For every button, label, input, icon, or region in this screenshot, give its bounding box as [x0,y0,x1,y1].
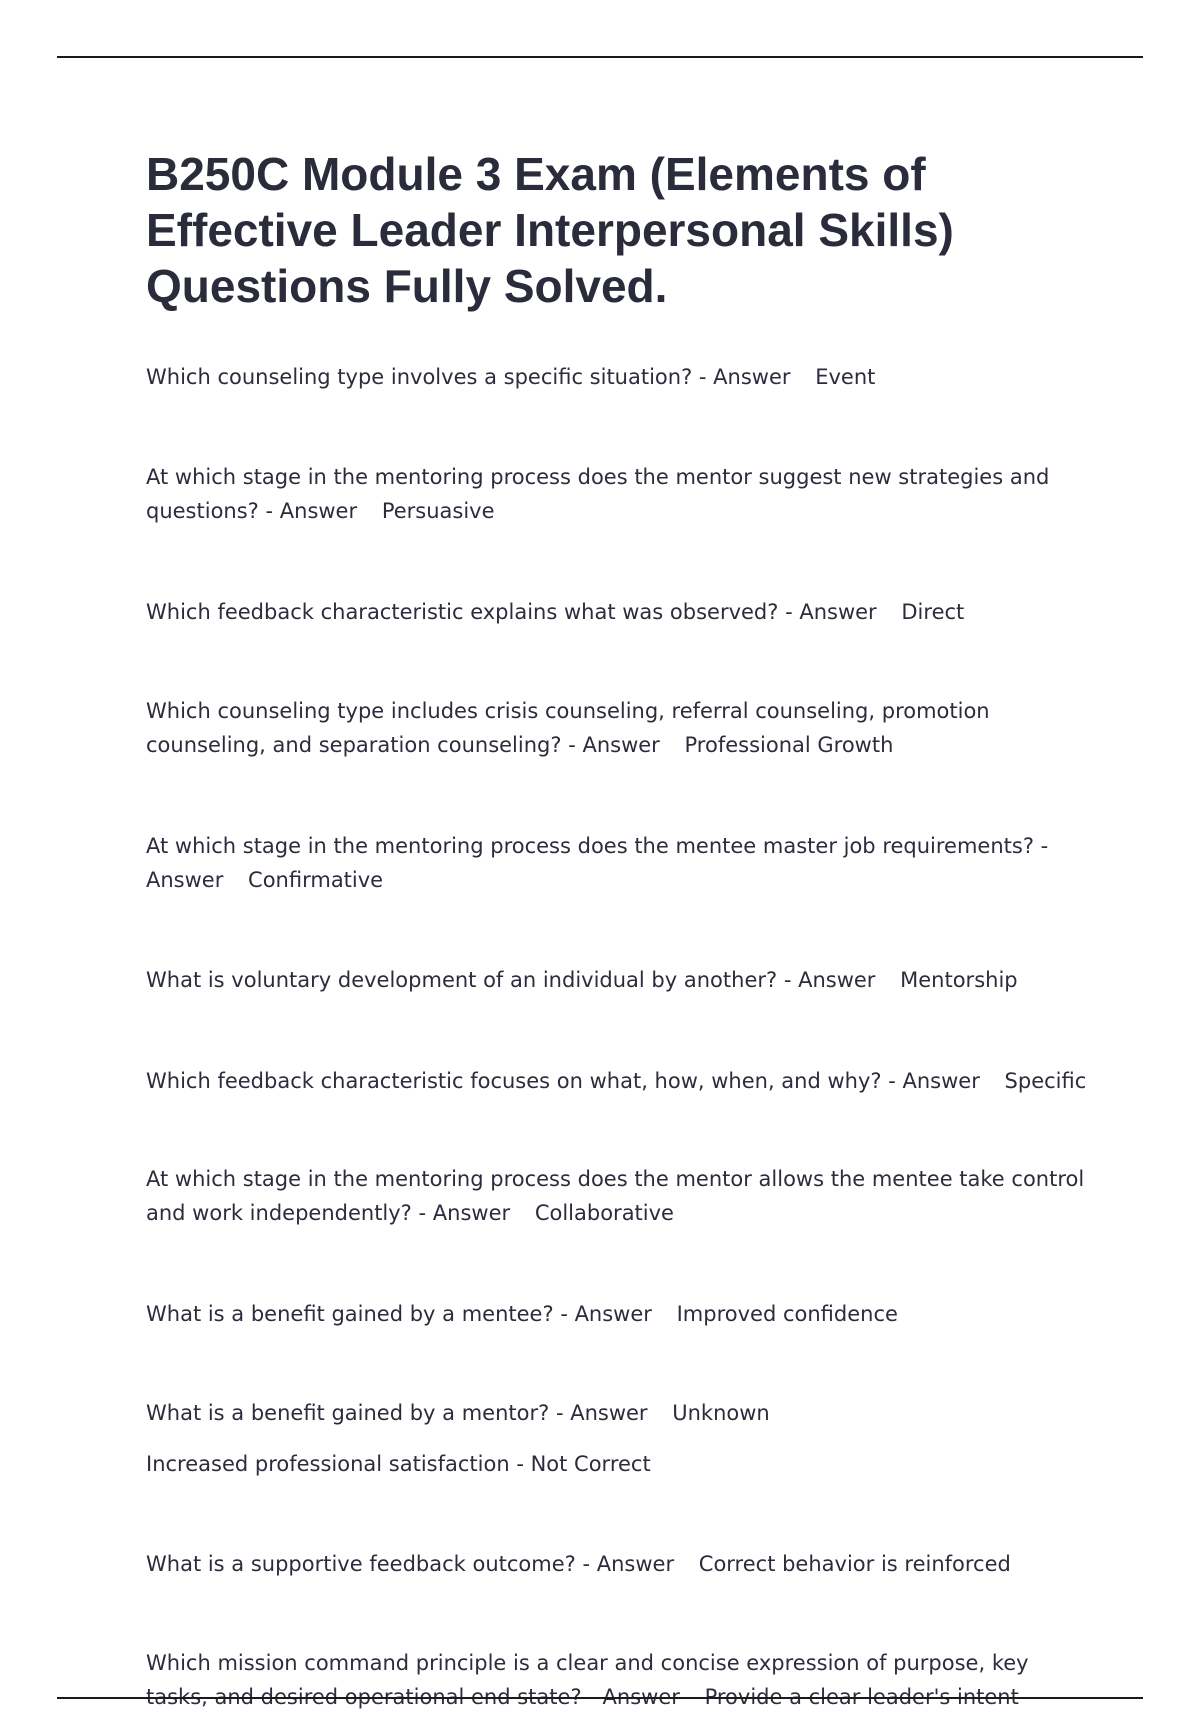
qa-item-11 [146,1547,1096,1581]
answer-label: - Answer [418,1201,511,1225]
answer-label: - Answer [698,365,791,389]
question-text: At which stage in the mentoring process does the mentee master job requirements? [146,834,1034,858]
answer-label: - Answer [582,1552,675,1576]
question-text: Which feedback characteristic explains what was observed? [146,600,779,624]
question-text: Which counseling type involves a specific situation? [146,365,693,389]
answer-text: Provide a clear leader's intent [704,1685,1019,1709]
qa-item-6 [146,963,1096,997]
answer-text: Collaborative [534,1201,674,1225]
qa-item-3 [146,595,1096,629]
answer-label: - Answer [265,499,358,523]
qa-item-12 [146,1646,1096,1714]
qa-item-10 [146,1396,1096,1430]
answer-label: - Answer [888,1069,980,1093]
question-text: What is a supportive feedback outcome? [146,1552,576,1576]
question-text: At which stage in the mentoring process does the mentor suggest new strategies and questions? [146,465,1050,523]
answer-text: Confirmative [248,868,384,892]
answer-text: Direct [901,600,965,624]
document-title: B250C Module 3 Exam (Elements of Effective Leader Interpersonal Skills) Questions Fully Solved. [146,148,954,312]
answer-text: Unknown [672,1401,770,1425]
qa-item-7 [146,1064,1096,1098]
answer-label: - Answer [560,1302,652,1326]
qa-item-5 [146,829,1096,897]
answer-text: Professional Growth [684,733,894,757]
qa-item-1 [146,360,1096,394]
question-text: Which counseling type includes crisis counseling, referral counseling, promotion counseling, and separation counseling? [146,699,990,757]
answer-text: Persuasive [381,499,495,523]
answer-label: - Answer [588,1685,680,1709]
answer-text: Specific [1004,1069,1087,1093]
answer-text: Correct behavior is reinforced [698,1552,1011,1576]
question-text: What is a benefit gained by a mentee? [146,1302,554,1326]
qa-item-4 [146,694,1096,762]
answer-text: Event [815,365,876,389]
answer-text: Mentorship [900,968,1018,992]
question-text: What is voluntary development of an individual by another? [146,968,778,992]
top-divider [57,56,1143,58]
answer-label: - Answer [146,834,1049,892]
answer-text: Improved confidence [676,1302,898,1326]
question-text: At which stage in the mentoring process does the mentor allows the mentee take control and work independently? [146,1167,1085,1225]
qa-item-2 [146,460,1096,528]
bottom-divider [57,1697,1143,1699]
question-text: What is a benefit gained by a mentor? [146,1401,550,1425]
qa-item-9 [146,1297,1096,1331]
answer-label: - Answer [555,1401,648,1425]
question-text: Which feedback characteristic focuses on what, how, when, and why? [146,1069,882,1093]
question-text: Which mission command principle is a clear and concise expression of purpose, key tasks, and desired operational end state? [146,1651,1029,1709]
qa-item-8 [146,1162,1096,1230]
answer-label: - Answer [783,968,876,992]
answer-label: - Answer [568,733,660,757]
answer-label: - Answer [785,600,877,624]
qa-item-10-note: Increased professional satisfaction - Not Correct [146,1452,651,1476]
